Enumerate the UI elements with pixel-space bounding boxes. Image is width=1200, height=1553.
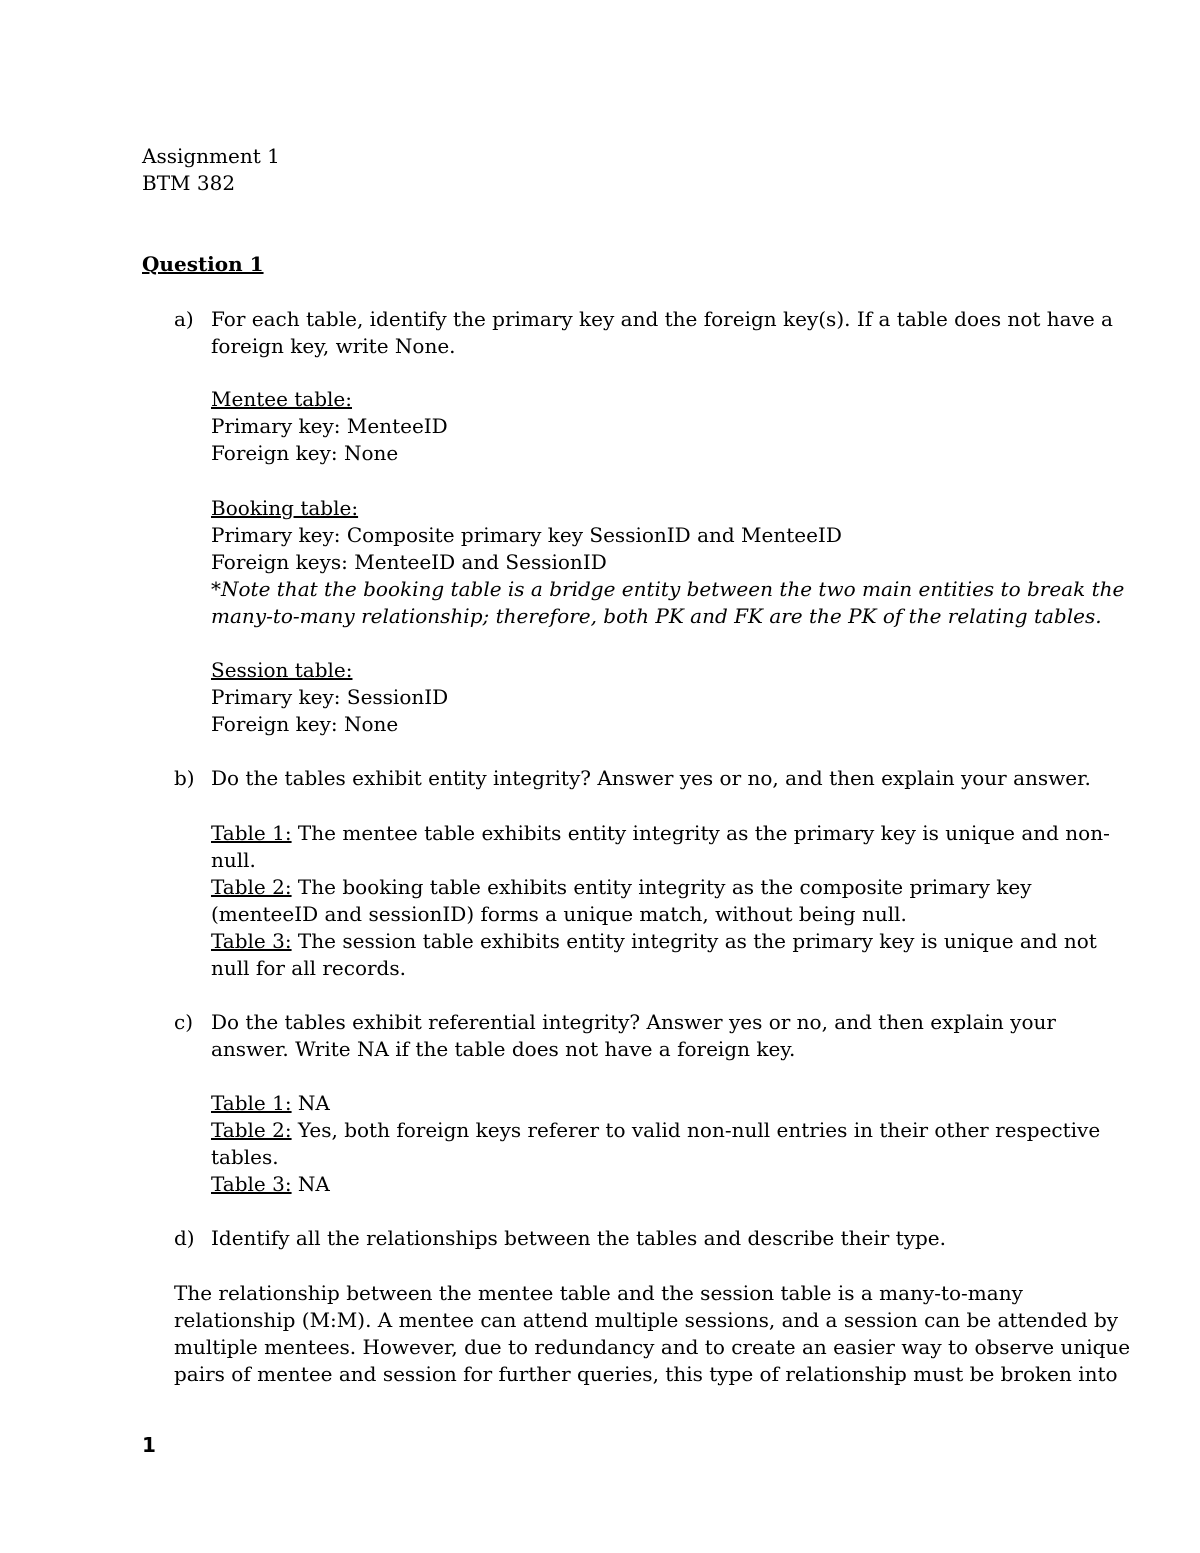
booking-foreign-keys: Foreign keys: MenteeID and SessionID <box>211 550 607 574</box>
booking-table-heading: Booking table: <box>211 496 359 520</box>
mentee-table-heading: Mentee table: <box>211 387 352 411</box>
question-d-text: Identify all the relationships between the tables and describe their type. <box>211 1226 946 1250</box>
entity-integrity-table1 <box>211 820 1110 847</box>
session-table-heading: Session table: <box>211 658 353 682</box>
item-marker-a: a) <box>174 307 194 331</box>
table3-label: Table 3: <box>211 929 292 953</box>
booking-primary-key: Primary key: Composite primary key SessionID and MenteeID <box>211 523 842 547</box>
entity-integrity-table1-cont: null. <box>211 848 256 872</box>
entity-integrity-table2-cont: (menteeID and sessionID) forms a unique match, without being null. <box>211 902 907 926</box>
booking-note-line1: *Note that the booking table is a bridge entity between the two main entities to break the <box>211 577 1125 601</box>
item-marker-c: c) <box>174 1010 194 1034</box>
relationship-paragraph-line3: multiple mentees. However, due to redundancy and to create an easier way to observe unique <box>174 1335 1131 1359</box>
table1-label: Table 1: <box>211 1091 292 1115</box>
relationship-paragraph-line2: relationship (M:M). A mentee can attend multiple sessions, and a session can be attended by <box>174 1308 1119 1332</box>
referential-integrity-table3 <box>211 1171 330 1198</box>
table2-label: Table 2: <box>211 1118 292 1142</box>
table2-label: Table 2: <box>211 875 292 899</box>
table1-answer: NA <box>291 1091 330 1115</box>
table1-label: Table 1: <box>211 821 292 845</box>
question-c-line1: Do the tables exhibit referential integrity? Answer yes or no, and then explain your <box>211 1010 1056 1034</box>
referential-integrity-table2 <box>211 1117 1100 1144</box>
question-a-line2: foreign key, write None. <box>211 334 456 358</box>
mentee-foreign-key: Foreign key: None <box>211 441 399 465</box>
table2-answer: The booking table exhibits entity integrity as the composite primary key <box>291 875 1032 899</box>
course-code: BTM 382 <box>142 171 236 195</box>
booking-note-line2: many-to-many relationship; therefore, both PK and FK are the PK of the relating tables. <box>211 604 1102 628</box>
item-marker-d: d) <box>174 1226 195 1250</box>
question-heading: Question 1 <box>142 252 264 276</box>
relationship-paragraph-line4: pairs of mentee and session for further queries, this type of relationship must be broken into <box>174 1362 1118 1386</box>
table2-answer: Yes, both foreign keys referer to valid non-null entries in their other respective <box>291 1118 1101 1142</box>
relationship-paragraph-line1: The relationship between the mentee table and the session table is a many-to-many <box>174 1281 1023 1305</box>
table3-answer: NA <box>291 1172 330 1196</box>
question-b-text: Do the tables exhibit entity integrity? Answer yes or no, and then explain your answer. <box>211 766 1091 790</box>
assignment-title: Assignment 1 <box>142 144 280 168</box>
item-marker-b: b) <box>174 766 195 790</box>
question-a-line1: For each table, identify the primary key and the foreign key(s). If a table does not have a <box>211 307 1113 331</box>
mentee-primary-key: Primary key: MenteeID <box>211 414 448 438</box>
entity-integrity-table3-cont: null for all records. <box>211 956 406 980</box>
session-foreign-key: Foreign key: None <box>211 712 399 736</box>
referential-integrity-table1 <box>211 1090 330 1117</box>
session-primary-key: Primary key: SessionID <box>211 685 449 709</box>
page-number: 1 <box>142 1433 156 1457</box>
table3-label: Table 3: <box>211 1172 292 1196</box>
question-c-line2: answer. Write NA if the table does not have a foreign key. <box>211 1037 796 1061</box>
table1-answer: The mentee table exhibits entity integrity as the primary key is unique and non- <box>291 821 1110 845</box>
entity-integrity-table2 <box>211 874 1032 901</box>
table3-answer: The session table exhibits entity integrity as the primary key is unique and not <box>291 929 1097 953</box>
entity-integrity-table3 <box>211 928 1097 955</box>
referential-integrity-table2-cont: tables. <box>211 1145 279 1169</box>
